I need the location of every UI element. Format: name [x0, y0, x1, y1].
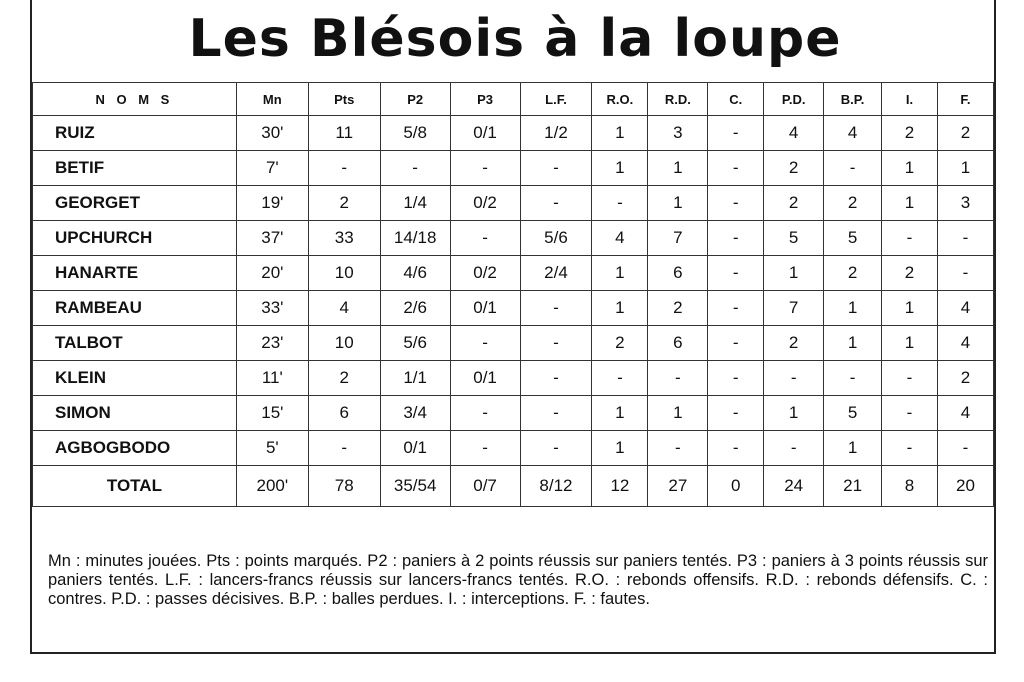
stat-cell: 6 [648, 256, 708, 291]
player-name: SIMON [33, 396, 237, 431]
column-header: P.D. [764, 83, 824, 116]
table-row [33, 151, 994, 186]
stat-cell: 5 [824, 396, 882, 431]
total-cell: 200' [236, 466, 308, 507]
stat-cell: - [764, 361, 824, 396]
stat-cell: 4 [764, 116, 824, 151]
stat-cell: - [450, 396, 520, 431]
stat-cell: - [648, 431, 708, 466]
total-row [33, 466, 994, 507]
stat-cell: - [882, 431, 938, 466]
stat-cell: - [520, 291, 592, 326]
player-name: RUIZ [33, 116, 237, 151]
column-header: P2 [380, 83, 450, 116]
stat-cell: 7 [764, 291, 824, 326]
stat-cell: - [592, 361, 648, 396]
total-label: TOTAL [33, 466, 237, 507]
stat-cell: 2 [824, 186, 882, 221]
stat-cell: - [708, 256, 764, 291]
stat-cell: 2 [764, 151, 824, 186]
stat-cell: 2 [882, 116, 938, 151]
column-header: P3 [450, 83, 520, 116]
stat-cell: - [764, 431, 824, 466]
stat-cell: 0/1 [450, 116, 520, 151]
stat-cell: 2 [824, 256, 882, 291]
stat-cell: - [308, 151, 380, 186]
column-header: F. [937, 83, 993, 116]
stat-cell: 4 [592, 221, 648, 256]
stat-cell: - [882, 361, 938, 396]
stat-cell: 2 [308, 361, 380, 396]
stat-cell: - [648, 361, 708, 396]
table-row [33, 116, 994, 151]
stat-cell: 19' [236, 186, 308, 221]
column-header: R.D. [648, 83, 708, 116]
stat-cell: - [708, 221, 764, 256]
table-row [33, 186, 994, 221]
total-cell: 27 [648, 466, 708, 507]
stat-cell: 3 [648, 116, 708, 151]
total-cell: 20 [937, 466, 993, 507]
stat-cell: 37' [236, 221, 308, 256]
table-row [33, 221, 994, 256]
table-header-row [33, 83, 994, 116]
player-name: RAMBEAU [33, 291, 237, 326]
stat-cell: - [708, 326, 764, 361]
stat-cell: 5 [764, 221, 824, 256]
stat-cell: 0/1 [450, 361, 520, 396]
stat-cell: 1 [824, 291, 882, 326]
column-header: I. [882, 83, 938, 116]
stat-cell: 2 [308, 186, 380, 221]
stat-cell: 1 [648, 396, 708, 431]
stat-cell: 15' [236, 396, 308, 431]
stat-cell: 4 [937, 291, 993, 326]
stat-cell: 11 [308, 116, 380, 151]
stat-cell: 11' [236, 361, 308, 396]
stat-cell: 2 [764, 326, 824, 361]
table-row [33, 291, 994, 326]
column-header: L.F. [520, 83, 592, 116]
stat-cell: 1/1 [380, 361, 450, 396]
stat-cell: 10 [308, 256, 380, 291]
stat-cell: 1/2 [520, 116, 592, 151]
stat-cell: 4 [308, 291, 380, 326]
stat-cell: 4 [937, 326, 993, 361]
column-header: Mn [236, 83, 308, 116]
stat-cell: 2 [882, 256, 938, 291]
stat-cell: 0/2 [450, 186, 520, 221]
stat-cell: 2 [937, 116, 993, 151]
column-header: R.O. [592, 83, 648, 116]
stat-cell: 1 [882, 291, 938, 326]
stat-cell: - [882, 221, 938, 256]
stat-cell: 30' [236, 116, 308, 151]
stat-cell: 1 [648, 186, 708, 221]
stat-cell: 1 [882, 326, 938, 361]
stat-cell: - [708, 291, 764, 326]
stat-cell: 5/6 [380, 326, 450, 361]
stat-cell: 5/8 [380, 116, 450, 151]
stat-cell: - [708, 186, 764, 221]
stat-cell: 5 [824, 221, 882, 256]
stat-cell: - [520, 151, 592, 186]
stat-cell: - [708, 431, 764, 466]
player-name: BETIF [33, 151, 237, 186]
total-cell: 78 [308, 466, 380, 507]
total-cell: 8 [882, 466, 938, 507]
stat-cell: - [380, 151, 450, 186]
stat-cell: - [520, 186, 592, 221]
stat-cell: 1 [824, 326, 882, 361]
stat-cell: 7' [236, 151, 308, 186]
player-name: GEORGET [33, 186, 237, 221]
stat-cell: 1 [824, 431, 882, 466]
stat-cell: 1 [648, 151, 708, 186]
stat-cell: - [520, 396, 592, 431]
stat-cell: 3 [937, 186, 993, 221]
column-header: Pts [308, 83, 380, 116]
player-name: KLEIN [33, 361, 237, 396]
stat-cell: - [450, 431, 520, 466]
stat-cell: 1 [882, 151, 938, 186]
stat-cell: 1 [592, 116, 648, 151]
stat-cell: 2/4 [520, 256, 592, 291]
total-cell: 8/12 [520, 466, 592, 507]
stat-cell: 4/6 [380, 256, 450, 291]
stat-cell: - [450, 326, 520, 361]
table-row [33, 431, 994, 466]
stat-cell: 4 [824, 116, 882, 151]
stat-cell: 33' [236, 291, 308, 326]
stat-cell: - [824, 361, 882, 396]
player-name: HANARTE [33, 256, 237, 291]
stat-cell: - [708, 396, 764, 431]
stat-cell: - [937, 256, 993, 291]
stat-cell: 1 [937, 151, 993, 186]
stats-table [32, 82, 994, 507]
stat-cell: 2/6 [380, 291, 450, 326]
stat-cell: 5' [236, 431, 308, 466]
stat-cell: - [824, 151, 882, 186]
total-cell: 0/7 [450, 466, 520, 507]
page-title: Les Blésois à la loupe [188, 9, 842, 69]
stat-cell: 1 [592, 396, 648, 431]
stat-cell: 6 [308, 396, 380, 431]
stat-cell: 1 [764, 256, 824, 291]
stat-cell: - [937, 431, 993, 466]
table-row [33, 396, 994, 431]
stat-cell: - [308, 431, 380, 466]
stat-cell: 1 [592, 151, 648, 186]
stat-cell: 20' [236, 256, 308, 291]
stat-cell: 10 [308, 326, 380, 361]
stat-cell: 0/1 [380, 431, 450, 466]
stat-cell: 6 [648, 326, 708, 361]
stat-cell: 33 [308, 221, 380, 256]
stat-cell: - [520, 361, 592, 396]
stat-cell: - [520, 431, 592, 466]
total-cell: 35/54 [380, 466, 450, 507]
stat-cell: 1 [592, 431, 648, 466]
stat-cell: 0/2 [450, 256, 520, 291]
stat-cell: 2 [937, 361, 993, 396]
player-name: UPCHURCH [33, 221, 237, 256]
stat-cell: - [520, 326, 592, 361]
column-header: C. [708, 83, 764, 116]
player-name: TALBOT [33, 326, 237, 361]
stat-cell: 4 [937, 396, 993, 431]
stat-cell: - [592, 186, 648, 221]
legend-text: Mn : minutes jouées. Pts : points marqués. P2 : paniers à 2 points réussis sur paniers tentés. P3 : paniers à 3 points réussis sur paniers tentés. L.F. : lancers-francs réussis sur lancers-francs tentés. R.O. : rebonds offensifs. R.D. : rebonds défensifs. C. : contres. P.D. : passes décisives. B.P. : balles perdues. I. : interceptions. F. : fautes. [48, 552, 988, 608]
stat-cell: - [708, 151, 764, 186]
stat-cell: - [708, 361, 764, 396]
stat-cell: 5/6 [520, 221, 592, 256]
column-header-names: N O M S [33, 83, 237, 116]
stat-cell: 1 [764, 396, 824, 431]
table-row [33, 361, 994, 396]
stat-cell: - [937, 221, 993, 256]
stat-cell: 23' [236, 326, 308, 361]
stat-cell: 1 [882, 186, 938, 221]
stat-cell: 14/18 [380, 221, 450, 256]
stat-cell: 2 [592, 326, 648, 361]
total-cell: 12 [592, 466, 648, 507]
table-row [33, 256, 994, 291]
table-row [33, 326, 994, 361]
stat-cell: 1/4 [380, 186, 450, 221]
stat-cell: 2 [764, 186, 824, 221]
stat-cell: - [450, 151, 520, 186]
stat-cell: 7 [648, 221, 708, 256]
column-header: B.P. [824, 83, 882, 116]
document-frame [30, 0, 996, 654]
stat-cell: 2 [648, 291, 708, 326]
stat-cell: 0/1 [450, 291, 520, 326]
total-cell: 24 [764, 466, 824, 507]
stat-cell: 1 [592, 291, 648, 326]
total-cell: 0 [708, 466, 764, 507]
stat-cell: 1 [592, 256, 648, 291]
stat-cell: - [450, 221, 520, 256]
stat-cell: - [708, 116, 764, 151]
player-name: AGBOGBODO [33, 431, 237, 466]
total-cell: 21 [824, 466, 882, 507]
stat-cell: - [882, 396, 938, 431]
stat-cell: 3/4 [380, 396, 450, 431]
